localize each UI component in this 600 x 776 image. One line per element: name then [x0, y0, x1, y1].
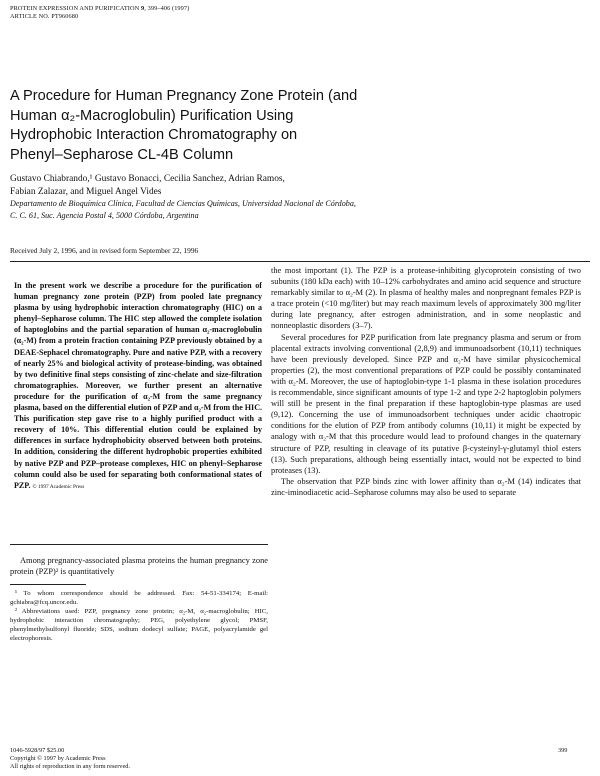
authors-line: Gustavo Chiabrando,¹ Gustavo Bonacci, Cecilia Sanchez, Adrian Ramos,	[10, 174, 285, 184]
affiliation-line: C. C. 61, Suc. Agencia Postal 4, 5000 Córdoba, Argentina	[10, 210, 199, 220]
footnote-correspondence: ¹ To whom correspondence should be addressed. Fax: 54-51-334174; E-mail: gchiabra@fcq.uncor.edu.	[10, 590, 268, 606]
footnote-divider	[10, 584, 86, 585]
intro-text: Among pregnancy-associated plasma proteins the human pregnancy zone protein (PZP)² is quantitatively	[10, 556, 268, 577]
section-divider	[10, 261, 590, 262]
footer-imprint	[10, 747, 130, 772]
article-number: ARTICLE NO. PT960680	[10, 13, 79, 20]
footnotes	[10, 590, 268, 643]
journal-name: PROTEIN EXPRESSION AND PURIFICATION	[10, 5, 140, 12]
affiliation	[10, 198, 356, 221]
page-number: 399	[558, 747, 568, 754]
title-line: Phenyl–Sepharose CL-4B Column	[10, 146, 234, 163]
body-paragraph: Several procedures for PZP purification from late pregnancy plasma and serum or from placental extracts involving conventional (2,8,9) and immunoadsorbent (10,11) techniques have been previously developed. Since PZP and α₂-M have similar physicochemical properties (2), the most conventional preparations of PZP could be possibly contaminated with α₂-M. Moreover, the use of haptoglobin-type 1-1 plasma in these isolation procedures is recommendable, since significant amounts of type 1-2 and type 2-2 haptoglobin polymers will still be present in the final preparation if these haptoglobin-type plasmas are used (9,12). Concerning the use of immunoadsorbent techniques under acidic chaotropic conditions for the elution of PZP from antibody columns (10,11) it might be expected by analogy with α₂-M that this procedure would lead to profound changes in the quaternary structure of PZP, resulting in cleavage of its putative β-cysteinyl-γ-glutamyl thiol esters (13). Such preparations, although being essentially intact, would not be expected to bind proteases (13).	[271, 332, 581, 475]
body-paragraph: The observation that PZP binds zinc with lower affinity than α₂-M (14) indicates that zinc-iminodiacetic acid–Sepharose columns may also be used to separate	[271, 476, 581, 497]
journal-pages: 399–406 (1997)	[147, 5, 190, 12]
journal-volume: 9	[140, 5, 145, 12]
footer-issn: 1046-5928/97 $25.00	[10, 747, 65, 754]
running-header: PROTEIN EXPRESSION AND PURIFICATION 9, 399–406 (1997)	[10, 5, 190, 12]
abstract-divider	[10, 544, 268, 545]
body-paragraph: the most important (1). The PZP is a protease-inhibiting glycoprotein consisting of two subunits (180 kDa each) with 10–12% carbohydrates and amino acid sequence and structure remarkably similar to α₂-M (2). In plasma of healthy males and nonpregnant females PZP is a trace protein (<10 mg/liter) but may reach maximum levels of approximately 300 mg/liter during late pregnancy, after estrogen administration, and in some neoplastic and nonneoplastic disorders (3–7).	[271, 266, 581, 331]
title-line: Human α₂-Macroglobulin) Purification Using	[10, 107, 294, 124]
intro-paragraph	[10, 555, 268, 577]
title-line: A Procedure for Human Pregnancy Zone Protein (and	[10, 88, 358, 104]
footer-copyright: Copyright © 1997 by Academic Press	[10, 755, 106, 763]
affiliation-line: Departamento de Bioquímica Clínica, Facultad de Ciencias Químicas, Universidad Nacional de Córdoba,	[10, 199, 356, 208]
footer-rights: All rights of reproduction in any form reserved.	[10, 763, 130, 771]
abstract-copyright: © 1997 Academic Press	[32, 483, 85, 490]
right-column	[271, 265, 581, 498]
footnote-abbreviations: ² Abbreviations used: PZP, pregnancy zone protein; α₂-M, α₂-macroglobulin; HIC, hydrophobic interaction chromatography; PEG, polyethylene glycol; PMSF, phenylmethylsulfonyl fluoride; SDS, sodium dodecyl sulfate; PAGE, polyacrylamide gel electrophoresis.	[10, 607, 268, 642]
received-date: Received July 2, 1996, and in revised form September 22, 1996	[10, 246, 199, 255]
authors-line: Fabian Zalazar, and Miguel Angel Vides	[10, 186, 162, 197]
author-list	[10, 173, 285, 198]
abstract	[14, 280, 262, 493]
title-line: Hydrophobic Interaction Chromatography on	[10, 127, 298, 143]
article-title	[10, 87, 357, 165]
abstract-text: In the present work we describe a procedure for the purification of human pregnancy zone protein (PZP) from pooled late pregnancy plasma by using hydrophobic interaction chromatography (HIC) on a phenyl–Sepharose column. The HIC step allowed the complete isolation of haptoglobins and the partial separation of human α₂-macroglobulin (α₂-M) from a protein fraction containing PZP previously obtained by a DEAE-Sephacel chromatography. Pure and native PZP, with a recovery of nearly 25% and biological activity of protease-binding, was obtained by two definitive final steps consisting of zinc-chelate and size-filtration chromatographies. Moreover, we further present an alternative procedure for the purification of α₂-M from the same pregnancy plasma, based on the differential elution of PZP and α₂-M from the HIC. This purification step gave rise to a highly purified product with a recovery of 10%. This differential elution could be explained by differences in surface hydrophobicity observed between both proteins. In addition, considering the different hydrophobic properties exhibited by native PZP and PZP–protease complexes, HIC on phenyl–Sepharose column could also be used for separating both conformational states of PZP.	[14, 281, 263, 490]
